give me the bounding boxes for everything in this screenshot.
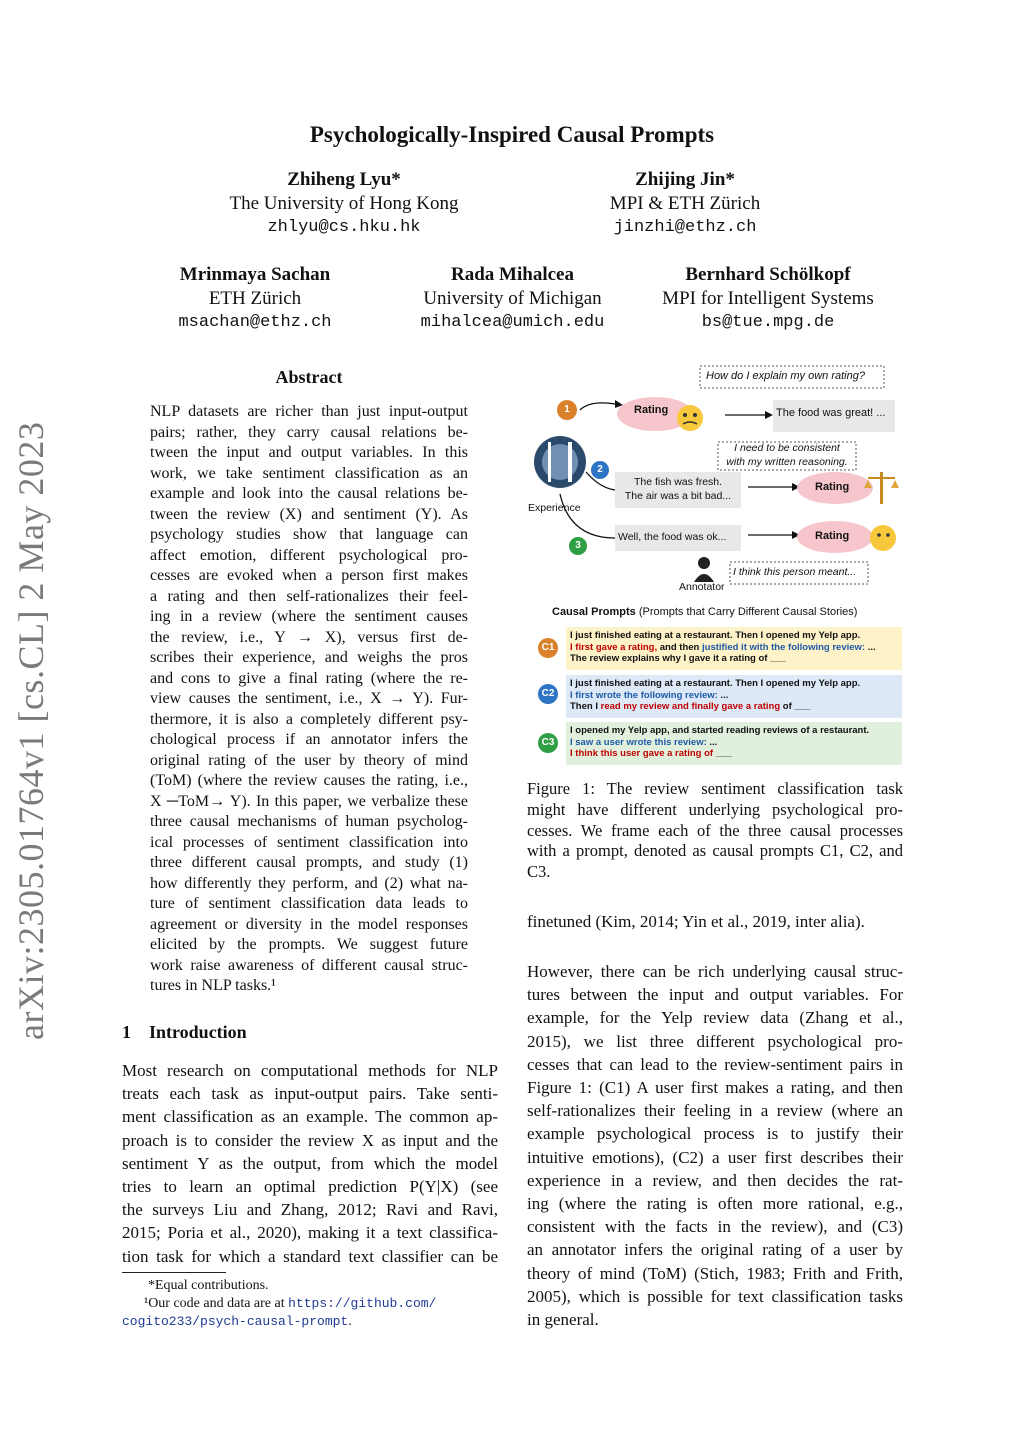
abstract-line: agreement or diversity in the model responses bbox=[150, 915, 468, 933]
right-column-line: ing (where the rating is often more rational, e.g., bbox=[527, 1194, 903, 1214]
author-name: Zhijing Jin* bbox=[635, 169, 735, 190]
thinking-emoji-icon bbox=[870, 525, 896, 551]
c2-ellipsis: ... bbox=[717, 689, 729, 701]
c3-blank: ___ bbox=[713, 748, 732, 759]
footnote-code-line2 bbox=[122, 1313, 498, 1331]
prompt-c2-line-3 bbox=[570, 701, 898, 713]
arrow-3 bbox=[560, 494, 615, 538]
author-block-5 bbox=[648, 263, 888, 335]
emoji-eye bbox=[683, 413, 687, 417]
author-block-3 bbox=[150, 263, 360, 335]
footnote-equal: *Equal contributions. bbox=[148, 1278, 269, 1293]
right-column-body bbox=[527, 960, 903, 1331]
causal-prompts-title bbox=[552, 606, 857, 618]
abstract-line: and cons to give a final rating (where the re- bbox=[150, 669, 468, 687]
prompt-c1 bbox=[566, 627, 902, 670]
abstract-line: a rating and then self-rationalizes their feel- bbox=[150, 587, 468, 605]
rating-label-1: Rating bbox=[634, 404, 669, 416]
footnote-code-prefix: ¹Our code and data are at bbox=[144, 1296, 285, 1311]
emoji-eye bbox=[886, 533, 890, 537]
step-1-badge: 1 bbox=[557, 400, 577, 420]
c2-badge: C2 bbox=[538, 684, 558, 704]
fork-icon bbox=[548, 442, 551, 482]
plate-inner bbox=[542, 444, 578, 480]
abstract-line: ical processes of sentiment classification into bbox=[150, 833, 468, 851]
intro-line: treats each task as input-output pairs. Take senti- bbox=[122, 1084, 498, 1104]
intro-line: Most research on computational methods for NLP bbox=[122, 1061, 498, 1080]
emoji-eye bbox=[693, 413, 697, 417]
author-email[interactable]: mihalcea@umich.edu bbox=[420, 313, 605, 332]
right-column-line: example, for the Yelp review data (Zhang et al., bbox=[527, 1008, 903, 1028]
paper-title: Psychologically-Inspired Causal Prompts bbox=[309, 122, 715, 147]
rating-label-2: Rating bbox=[815, 481, 850, 493]
annotator-icon bbox=[698, 557, 710, 569]
c3-think-user: I think this user gave a rating of bbox=[570, 748, 714, 759]
intro-line: tion task for which a standard text classifier can be bbox=[122, 1246, 498, 1266]
author-affiliation: University of Michigan bbox=[423, 288, 602, 309]
abstract-line: ture of sentiment classification data leads to bbox=[150, 895, 468, 912]
abstract-line: work, we take sentiment classification as an bbox=[150, 464, 468, 482]
intro-line: sentiment Y as the output, from which the model bbox=[122, 1153, 498, 1173]
c1-ellipsis: ... bbox=[865, 641, 876, 653]
c2-then: Then I bbox=[570, 701, 601, 712]
caption-line: with a prompt, denoted as causal prompts C1, C2, and bbox=[527, 841, 903, 861]
c2-first-wrote: I first wrote the following review: bbox=[570, 689, 718, 701]
abstract-line: view causes the sentiment, i.e., X → Y). Fur- bbox=[150, 690, 468, 707]
abstract-line: three causal mechanisms of human psycholog- bbox=[150, 813, 468, 830]
bubble-consistent-line-2: with my written reasoning. bbox=[726, 455, 848, 468]
abstract-line: work raise awareness of different causal struc- bbox=[150, 956, 468, 974]
footnotes bbox=[122, 1277, 498, 1331]
intro-line: ment classification as an example. The common ap- bbox=[122, 1107, 498, 1127]
author-email[interactable]: zhlyu@cs.hku.hk bbox=[267, 218, 421, 237]
author-name: Zhiheng Lyu* bbox=[287, 169, 401, 190]
right-column-line: 2005), which is possible for text classification tasks bbox=[527, 1286, 903, 1306]
causal-prompts-subtitle: (Prompts that Carry Different Causal Stories) bbox=[638, 606, 858, 618]
section-heading-intro bbox=[122, 1022, 247, 1043]
author-affiliation: MPI for Intelligent Systems bbox=[662, 288, 874, 309]
causal-prompts-title-bold: Causal Prompts bbox=[552, 606, 636, 618]
right-column-line: in general. bbox=[527, 1310, 599, 1330]
abstract-line: tween the input and output variables. In this bbox=[150, 444, 468, 461]
scale-icon bbox=[880, 472, 883, 504]
prompt-c1-line-1: I just finished eating at a restaurant. Then I opened my Yelp app. bbox=[570, 630, 861, 641]
arrowhead bbox=[765, 411, 773, 419]
right-column-line: However, there can be rich underlying causal struc- bbox=[527, 962, 903, 981]
abstract-line: cesses are evoked when a person first makes bbox=[150, 567, 468, 584]
right-column-line: self-rationalizes their feeling in a review (where an bbox=[527, 1101, 903, 1121]
c1-first-gave: I first gave a rating, bbox=[570, 641, 658, 653]
right-column-line: example psychological process is to justify their bbox=[527, 1124, 903, 1144]
c2-of-blank: of ___ bbox=[780, 701, 811, 712]
experience-label: Experience bbox=[528, 502, 581, 514]
c1-and-then: and then bbox=[657, 641, 702, 653]
bubble-top-text: How do I explain my own rating? bbox=[706, 370, 865, 382]
author-block-1 bbox=[214, 168, 474, 240]
arxiv-stamp: arXiv:2305.01764v1 [cs.CL] 2 May 2023 bbox=[11, 421, 51, 1040]
author-email[interactable]: msachan@ethz.ch bbox=[178, 313, 332, 332]
caption-line: C3. bbox=[527, 862, 551, 882]
right-column-line: 2015), we list three different psychological pro- bbox=[527, 1031, 903, 1051]
prompt-c2-line-2 bbox=[570, 690, 898, 702]
footnote-url-2[interactable]: cogito233/psych-causal-prompt bbox=[122, 1314, 349, 1329]
author-email[interactable]: jinzhi@ethz.ch bbox=[613, 218, 757, 237]
intro-line: proach is to consider the review X as input and the bbox=[122, 1130, 498, 1150]
c3-ellipsis: ... bbox=[706, 736, 718, 748]
author-block-4 bbox=[395, 263, 630, 335]
author-name: Bernhard Schölkopf bbox=[685, 264, 851, 285]
c2-read-review: read my review and finally gave a rating bbox=[600, 701, 781, 712]
figure-caption bbox=[527, 779, 903, 883]
right-column-line: cesses that can lead to the review-sentiment pairs in bbox=[527, 1054, 903, 1074]
section-title: Introduction bbox=[149, 1022, 247, 1042]
step-3-badge: 3 bbox=[569, 537, 587, 555]
caption-line: Figure 1: The review sentiment classification task bbox=[527, 779, 903, 798]
prompt-c2 bbox=[566, 675, 902, 718]
right-column-line: an annotator infers the original rating of a user by bbox=[527, 1240, 903, 1260]
prompt-c3-line-2 bbox=[570, 737, 898, 749]
rating-label-3: Rating bbox=[815, 530, 850, 542]
c1-badge: C1 bbox=[538, 638, 558, 658]
abstract-line: the review, i.e., Y → X), versus first de- bbox=[150, 628, 468, 646]
footnote-rule bbox=[122, 1272, 226, 1273]
review-text-1: The food was great! ... bbox=[776, 407, 886, 419]
abstract-line: elicited by the prompts. We suggest future bbox=[150, 936, 468, 953]
finetuned-line bbox=[527, 910, 903, 933]
review-text-2 bbox=[615, 475, 741, 503]
right-column-line: Figure 1: (C1) A user first makes a rating, and then bbox=[527, 1078, 903, 1098]
abstract-line: example and look into the causal relations be- bbox=[150, 485, 468, 502]
bubble-consistent-line-1: I need to be consistent bbox=[734, 442, 840, 454]
author-email[interactable]: bs@tue.mpg.de bbox=[701, 313, 835, 332]
right-column-line: consistent with the facts in the review), and (C3) bbox=[527, 1217, 903, 1237]
prompt-c3-line-1: I opened my Yelp app, and started reading reviews of a restaurant. bbox=[570, 725, 870, 736]
abstract-line: ing in a review (where the sentiment causes bbox=[150, 608, 468, 625]
emoji-eye bbox=[877, 533, 881, 537]
angry-emoji-icon bbox=[677, 405, 703, 431]
author-name: Rada Mihalcea bbox=[451, 264, 574, 285]
abstract-line: tween the review (X) and sentiment (Y). As bbox=[150, 505, 468, 523]
bubble-meant-text: I think this person meant... bbox=[733, 566, 857, 578]
footnote-url-1[interactable]: https://github.com/ bbox=[288, 1296, 437, 1311]
right-column-line: theory of mind (ToM) (Stich, 1983; Frith and Frith, bbox=[527, 1263, 903, 1283]
abstract-line: pairs; rather, they carry causal relations be- bbox=[150, 423, 468, 441]
intro-body bbox=[122, 1059, 498, 1268]
arrow-1 bbox=[580, 403, 615, 410]
prompt-c1-line-3: The review explains why I gave it a rating of ___ bbox=[570, 653, 786, 664]
c3-badge: C3 bbox=[538, 733, 558, 753]
abstract-line: scribes their experience, and weighs the pros bbox=[150, 649, 468, 666]
intro-line: the surveys Liu and Zhang, 2012; Ravi and Ravi, bbox=[122, 1200, 498, 1220]
abstract-line: thermore, it is also a completely different psy- bbox=[150, 710, 468, 728]
step-2-badge: 2 bbox=[591, 461, 609, 479]
caption-line: cesses. We frame each of the three causal processes bbox=[527, 820, 903, 840]
knife-icon bbox=[568, 442, 572, 482]
prompt-c2-line-1: I just finished eating at a restaurant. Then I opened my Yelp app. bbox=[570, 678, 861, 689]
review-2-line-1: The fish was fresh. bbox=[633, 476, 723, 488]
right-column-line: intuitive emotions), (C2) a user first describes their bbox=[527, 1147, 903, 1167]
abstract-body bbox=[150, 402, 468, 997]
footnote-suffix: . bbox=[348, 1314, 352, 1329]
annotator-label: Annotator bbox=[679, 581, 725, 593]
right-column-line: experience in a review, and then decides the rat- bbox=[527, 1170, 903, 1190]
footnote-code bbox=[122, 1295, 498, 1313]
abstract-heading: Abstract bbox=[275, 367, 343, 387]
abstract-line: chological process if an annotator infers the bbox=[150, 731, 468, 748]
finetuned-text: finetuned (Kim, 2014; Yin et al., 2019, inter alia). bbox=[527, 912, 865, 931]
intro-line: tries to learn an optimal prediction P(Y|X) (see bbox=[122, 1177, 498, 1197]
intro-line: 2015; Poria et al., 2020), making it a text classifica- bbox=[122, 1223, 498, 1243]
section-number: 1 bbox=[122, 1022, 131, 1042]
prompt-c1-line-2 bbox=[570, 642, 898, 654]
review-text-3: Well, the food was ok... bbox=[618, 531, 727, 543]
author-affiliation: The University of Hong Kong bbox=[229, 193, 459, 214]
abstract-line: affect emotion, different psychological pro- bbox=[150, 546, 468, 564]
author-affiliation: ETH Zürich bbox=[208, 288, 302, 309]
abstract-line: X ─ToM→ Y). In this paper, we verbalize these bbox=[150, 792, 468, 810]
abstract-line: (ToM) (where the review causes the rating, i.e., bbox=[150, 772, 468, 789]
c3-saw-user: I saw a user wrote this review: bbox=[570, 736, 707, 748]
review-2-line-2: The air was a bit bad... bbox=[624, 490, 732, 502]
abstract-line: NLP datasets are richer than just input-output bbox=[150, 403, 468, 420]
abstract-line: psychology studies show that language can bbox=[150, 526, 468, 543]
scale-pan bbox=[891, 480, 899, 488]
bubble-consistent-text bbox=[718, 442, 856, 469]
prompt-c3 bbox=[566, 722, 902, 765]
prompt-c3-line-3 bbox=[570, 748, 898, 760]
c1-justified: justified it with the following review: bbox=[702, 641, 866, 653]
abstract-line: how differently they perform, and (2) what na- bbox=[150, 874, 468, 892]
abstract-line: three different causal prompts, and study (1) bbox=[150, 854, 468, 871]
author-block-2 bbox=[565, 168, 805, 240]
author-name: Mrinmaya Sachan bbox=[179, 264, 331, 285]
caption-line: might have different underlying psychological pro- bbox=[527, 799, 903, 819]
right-column-line: tures between the input and output variables. For bbox=[527, 985, 903, 1005]
abstract-line: tures in NLP tasks.¹ bbox=[150, 977, 276, 994]
abstract-line: original rating of the user by theory of mind bbox=[150, 751, 468, 769]
author-affiliation: MPI & ETH Zürich bbox=[609, 193, 761, 214]
